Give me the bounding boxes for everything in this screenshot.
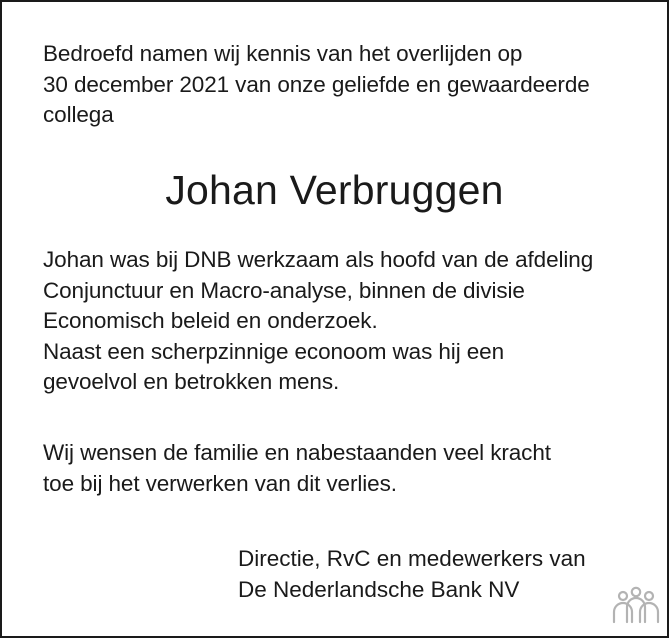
body-line: Naast een scherpzinnige econoom was hij een [43,338,504,364]
body-line: Wij wensen de familie en nabestaanden veel kracht [43,440,551,465]
intro-line: collega [43,102,114,127]
intro-text [43,39,643,131]
intro-line: Bedroefd namen wij kennis van het overlijden op [43,41,523,66]
signature-line: Directie, RvC en medewerkers van [238,546,586,571]
people-group-icon [611,585,661,625]
body-paragraph-2 [43,438,643,499]
intro-line: 30 december 2021 van onze geliefde en gewaardeerde [43,71,590,97]
deceased-name: Johan Verbruggen [165,167,504,213]
body-paragraph-1 [43,245,643,398]
body-line: gevoelvol en betrokken mens. [43,369,340,394]
body-line: toe bij het verwerken van dit verlies. [43,470,397,496]
body-line: Conjunctuur en Macro-analyse, binnen de divisie [43,277,525,303]
body-line: Johan was bij DNB werkzaam als hoofd van de afdeling [43,247,594,272]
body-line: Economisch beleid en onderzoek. [43,308,378,333]
signature-line: De Nederlandsche Bank NV [238,577,520,602]
signature [238,543,586,605]
